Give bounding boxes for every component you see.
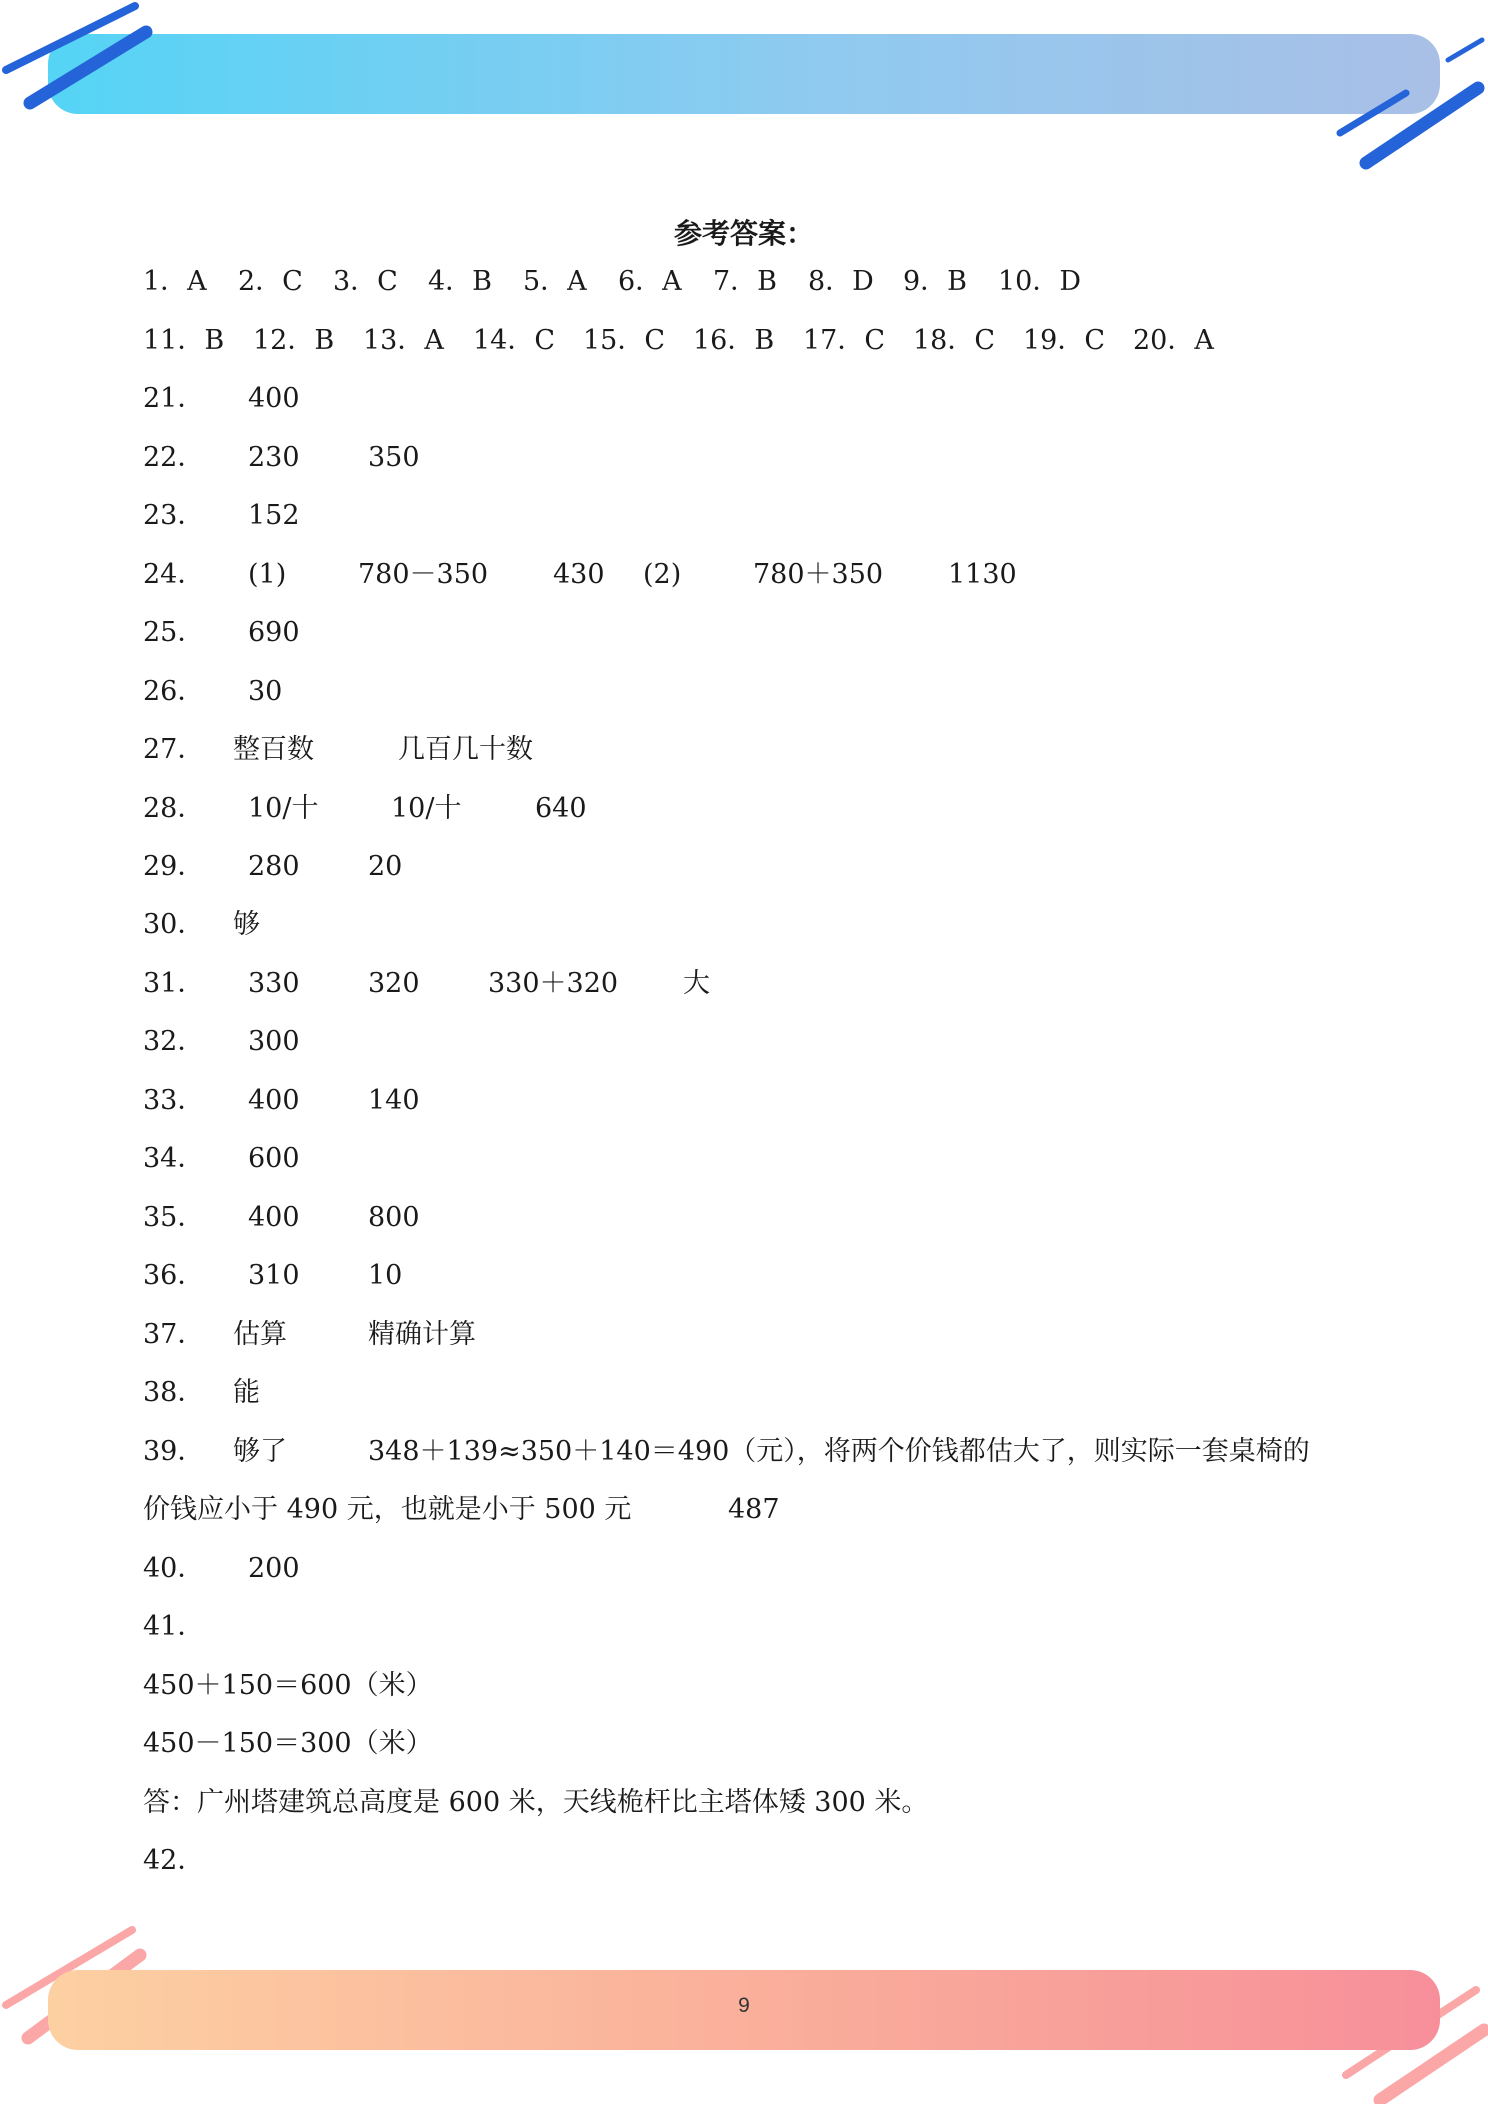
answer-value: 690: [248, 617, 300, 648]
question-number: 28．: [143, 793, 205, 824]
answer-value: 640: [535, 793, 587, 824]
mc-answer: 2．C: [238, 266, 303, 297]
mc-answer: 8．D: [808, 266, 874, 297]
mc-answer: 9．B: [903, 266, 968, 297]
answer-value: 1130: [948, 559, 1017, 590]
page-number: 9: [738, 1994, 750, 2017]
answer-value: 330: [248, 968, 300, 999]
mc-answer: 5．A: [523, 266, 587, 297]
question-number: 42．: [143, 1845, 205, 1876]
question-number: 35．: [143, 1202, 205, 1233]
answer-value: 能: [233, 1377, 260, 1408]
answer-value: 330＋320: [488, 968, 619, 999]
answer-value: 600: [248, 1143, 300, 1174]
answer-value: 800: [368, 1202, 420, 1233]
question-number: 30．: [143, 909, 205, 940]
question-number: 24．: [143, 559, 205, 590]
answer-value: 几百几十数: [398, 734, 533, 765]
answer-value: (1): [248, 559, 287, 590]
mc-answer: 13．A: [363, 325, 444, 356]
mc-answer: 18．C: [913, 325, 996, 356]
mc-answer: 15．C: [583, 325, 666, 356]
answer-value: (2): [643, 559, 682, 590]
mc-answer: 19．C: [1023, 325, 1106, 356]
question-number: 36．: [143, 1260, 205, 1291]
question-number: 26．: [143, 676, 205, 707]
answer-value: 够: [233, 909, 260, 940]
answer-value: 310: [248, 1260, 300, 1291]
mc-answer: 14．C: [473, 325, 556, 356]
answer-value: 10/十: [391, 793, 462, 824]
mc-answer: 17．C: [803, 325, 886, 356]
answer-value: 估算: [233, 1319, 287, 1350]
answer-value: 200: [248, 1553, 300, 1584]
equation: 450＋150＝600（米）: [143, 1670, 433, 1701]
mc-answer: 11．B: [143, 325, 225, 356]
question-number: 34．: [143, 1143, 205, 1174]
answer-value: 大: [683, 968, 710, 999]
question-number: 39．: [143, 1436, 205, 1467]
answer-value: 780－350: [358, 559, 489, 590]
question-number: 21．: [143, 383, 205, 414]
answer-value: 350: [368, 442, 420, 473]
question-number: 38．: [143, 1377, 205, 1408]
question-number: 25．: [143, 617, 205, 648]
answer-value: 30: [248, 676, 283, 707]
answer-explanation: 价钱应小于 490 元，也就是小于 500 元: [143, 1494, 632, 1525]
mc-answer: 12．B: [253, 325, 335, 356]
mc-answer: 16．B: [693, 325, 775, 356]
answer-value: 487: [728, 1494, 780, 1525]
answer-value: 整百数: [233, 734, 314, 765]
question-number: 40．: [143, 1553, 205, 1584]
answer-value: 140: [368, 1085, 420, 1116]
answer-explanation: 348＋139≈350＋140＝490（元），将两个价钱都估大了，则实际一套桌椅的: [368, 1436, 1310, 1467]
answer-value: 230: [248, 442, 300, 473]
answer-value: 320: [368, 968, 420, 999]
answer-value: 300: [248, 1026, 300, 1057]
question-number: 23．: [143, 500, 205, 531]
answer-value: 400: [248, 1202, 300, 1233]
answer-value: 10: [368, 1260, 403, 1291]
page-title: 参考答案：: [673, 217, 814, 250]
question-number: 22．: [143, 442, 205, 473]
equation: 450－150＝300（米）: [143, 1728, 433, 1759]
answer-value: 10/十: [248, 793, 319, 824]
answer-value: 280: [248, 851, 300, 882]
answer-value: 20: [368, 851, 403, 882]
mc-answer: 10．D: [998, 266, 1082, 297]
mc-answer: 7．B: [713, 266, 778, 297]
question-number: 32．: [143, 1026, 205, 1057]
mc-answer: 1．A: [143, 266, 207, 297]
question-number: 37．: [143, 1319, 205, 1350]
mc-answer: 4．B: [428, 266, 493, 297]
answer-value: 够了: [233, 1436, 287, 1467]
question-number: 33．: [143, 1085, 205, 1116]
mc-answer: 20．A: [1133, 325, 1214, 356]
question-number: 29．: [143, 851, 205, 882]
mc-answer: 3．C: [333, 266, 398, 297]
answer-value: 400: [248, 383, 300, 414]
mc-answer: 6．A: [618, 266, 682, 297]
question-number: 31．: [143, 968, 205, 999]
answer-value: 780＋350: [753, 559, 884, 590]
answer-value: 152: [248, 500, 300, 531]
question-number: 41．: [143, 1611, 205, 1642]
answer-statement: 答：广州塔建筑总高度是 600 米，天线桅杆比主塔体矮 300 米。: [143, 1787, 929, 1818]
answer-value: 精确计算: [368, 1319, 476, 1350]
answer-value: 430: [553, 559, 605, 590]
answer-value: 400: [248, 1085, 300, 1116]
question-number: 27．: [143, 734, 205, 765]
